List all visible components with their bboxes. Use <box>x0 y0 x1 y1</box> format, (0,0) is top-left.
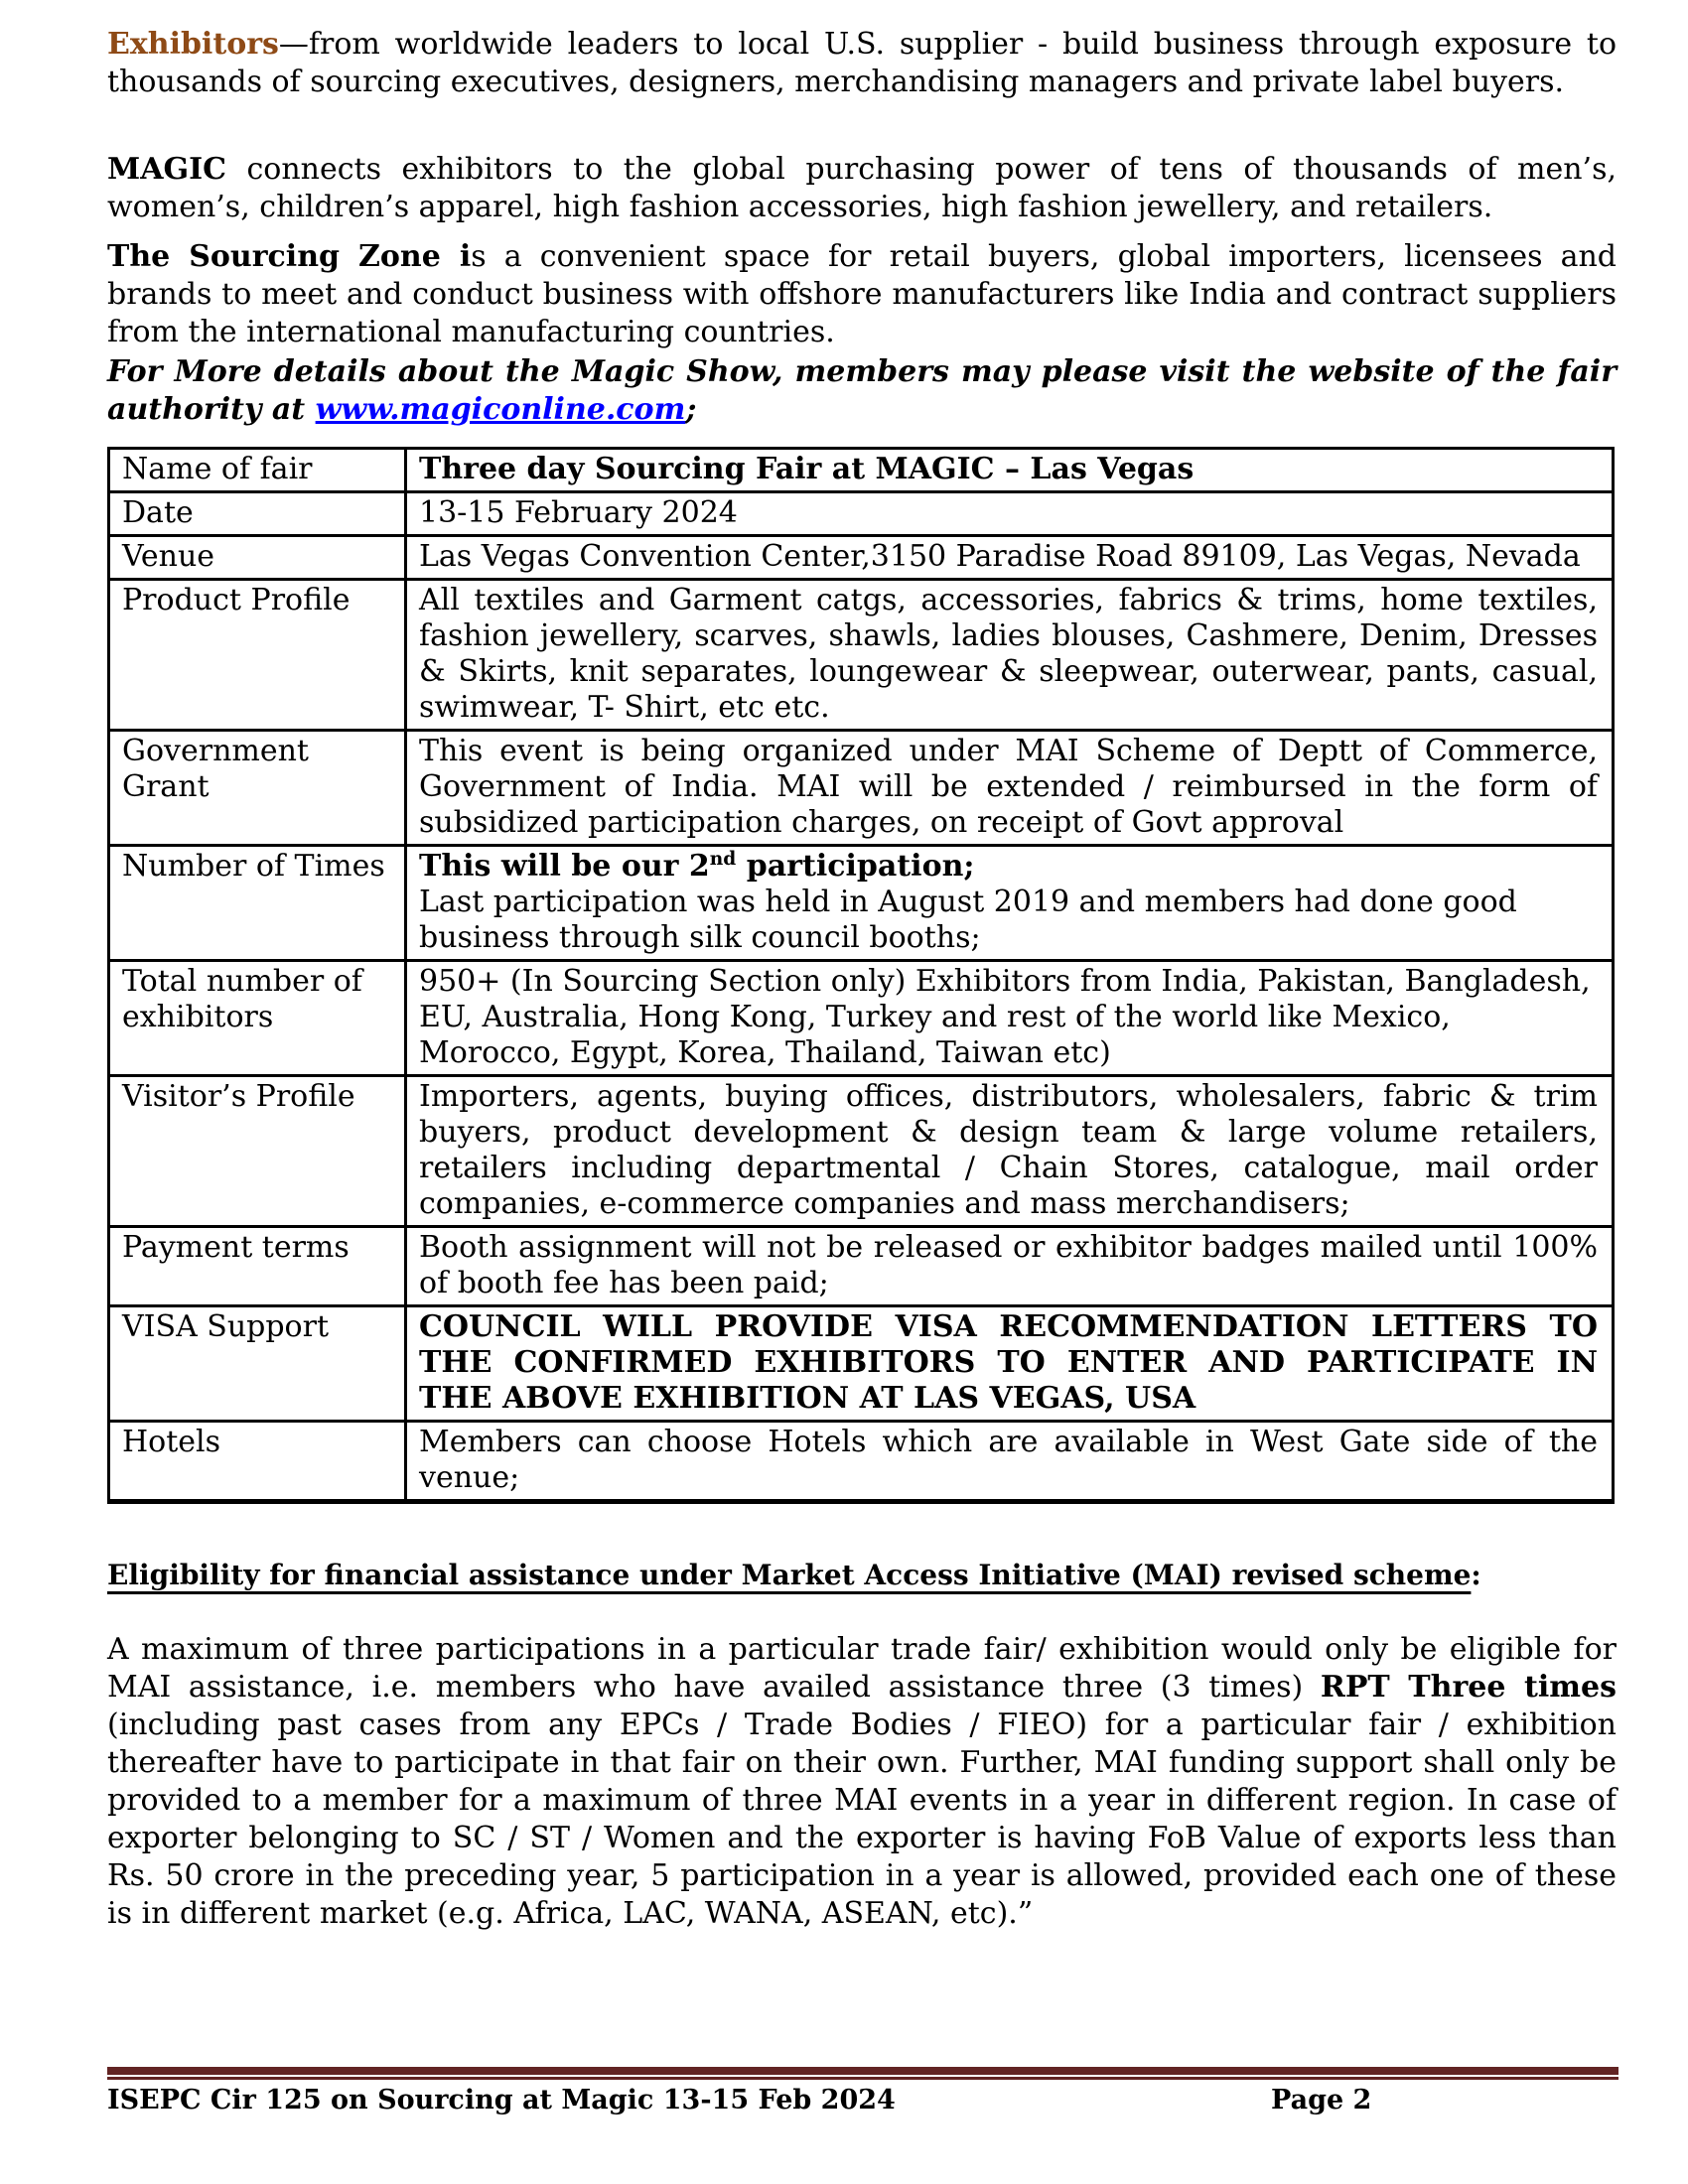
magic-body-text: connects exhibitors to the global purchasing power of tens of thousands of men’s, women’s, children’s apparel, high fashion accessories, high fashion jewellery, and retailers. <box>107 152 1617 224</box>
footer-rule-thin <box>107 2077 1618 2080</box>
table-row <box>109 449 1614 492</box>
row-label: Number of Times <box>109 846 406 961</box>
row-label: Government Grant <box>109 731 406 846</box>
more-details-text: For More details about the Magic Show, members may please visit the website of the fair authority at <box>107 354 1617 427</box>
footer-document-title: ISEPC Cir 125 on Sourcing at Magic 13-15 Feb 2024 <box>107 2085 896 2116</box>
fair-details-table <box>107 447 1615 1504</box>
row-value: COUNCIL WILL PROVIDE VISA RECOMMENDATION LETTERS TO THE CONFIRMED EXHIBITORS TO ENTER AND PARTICIPATE IN THE ABOVE EXHIBITION AT LAS VEGAS, USA <box>406 1306 1614 1422</box>
row-value: Las Vegas Convention Center,3150 Paradise Road 89109, Las Vegas, Nevada <box>406 536 1614 580</box>
table-row <box>109 580 1614 731</box>
row-value: Three day Sourcing Fair at MAGIC – Las Vegas <box>406 449 1614 492</box>
table-row <box>109 846 1614 961</box>
row-label: Hotels <box>109 1422 406 1502</box>
eligibility-heading-colon: : <box>1471 1559 1481 1591</box>
row-value: 950+ (In Sourcing Section only) Exhibitors from India, Pakistan, Bangladesh, EU, Australia, Hong Kong, Turkey and rest of the world like Mexico, Morocco, Egypt, Korea, Thailand, Taiwan etc) <box>406 961 1614 1076</box>
row-label: Payment terms <box>109 1227 406 1306</box>
intro-paragraph-sourcing-zone <box>107 238 1617 351</box>
row-label: Product Profile <box>109 580 406 731</box>
sourcing-zone-body-text: s a convenient space for retail buyers, global importers, licensees and brands to meet and conduct business with offshore manufacturers like India and contract suppliers from the international manufacturing countries. <box>107 239 1617 349</box>
fair-details-table-body <box>109 449 1614 1502</box>
row-label: Date <box>109 492 406 536</box>
eligibility-text-bold: RPT Three times <box>1320 1670 1617 1705</box>
intro-paragraph-exhibitors <box>107 26 1617 101</box>
more-details-suffix: ; <box>685 392 697 427</box>
row-label: Visitor’s Profile <box>109 1076 406 1227</box>
row-label: VISA Support <box>109 1306 406 1422</box>
intro-paragraph-more-details <box>107 353 1617 429</box>
eligibility-heading-text: Eligibility for financial assistance under Market Access Initiative (MAI) revised scheme <box>107 1559 1472 1591</box>
exhibitors-lead-text: Exhibitors <box>107 27 279 62</box>
footer-text-row <box>107 2085 1618 2116</box>
table-row <box>109 1306 1614 1422</box>
eligibility-text-post: (including past cases from any EPCs / Trade Bodies / FIEO) for a particular fair / exhibition thereafter have to participate in that fair on their own. Further, MAI funding support shall only be provided to a member for a maximum of three MAI events in a year in different region. In case of exporter belonging to SC / ST / Women and the exporter is having FoB Value of exports less than Rs. 50 crore in the preceding year, 5 participation in a year is allowed, provided each one of these is in different market (e.g. Africa, LAC, WANA, ASEAN, etc).” <box>107 1707 1617 1931</box>
row-label: Name of fair <box>109 449 406 492</box>
row-label: Venue <box>109 536 406 580</box>
footer-page-number: Page 2 <box>1271 2085 1372 2116</box>
exhibitors-body-text: —from worldwide leaders to local U.S. supplier - build business through exposure to thousands of sourcing executives, designers, merchandising managers and private label buyers. <box>107 27 1617 99</box>
row-label: Total number of exhibitors <box>109 961 406 1076</box>
eligibility-text-pre: A maximum of three participations in a particular trade fair/ exhibition would only be eligible for MAI assistance, i.e. members who have availed assistance three (3 times) <box>107 1632 1617 1705</box>
row-value: Members can choose Hotels which are available in West Gate side of the venue; <box>406 1422 1614 1502</box>
row-value: Booth assignment will not be released or exhibitor badges mailed until 100% of booth fee has been paid; <box>406 1227 1614 1306</box>
footer-rule-thick <box>107 2067 1618 2075</box>
page-footer <box>107 2067 1618 2116</box>
table-row <box>109 1227 1614 1306</box>
table-row <box>109 961 1614 1076</box>
eligibility-heading <box>107 1556 1617 1595</box>
table-row <box>109 492 1614 536</box>
row-value: Importers, agents, buying offices, distributors, wholesalers, fabric & trim buyers, product development & design team & large volume retailers, retailers including departmental / Chain Stores, catalogue, mail order companies, e-commerce companies and mass merchandisers; <box>406 1076 1614 1227</box>
row-value: This event is being organized under MAI Scheme of Deptt of Commerce, Government of India. MAI will be extended / reimbursed in the form of subsidized participation charges, on receipt of Govt approval <box>406 731 1614 846</box>
eligibility-paragraph <box>107 1631 1617 1933</box>
table-row <box>109 1076 1614 1227</box>
row-value: All textiles and Garment catgs, accessories, fabrics & trims, home textiles, fashion jewellery, scarves, shawls, ladies blouses, Cashmere, Denim, Dresses & Skirts, knit separates, loungewear & sleepwear, outerwear, pants, casual, swimwear, T- Shirt, etc etc. <box>406 580 1614 731</box>
row-value: 13-15 February 2024 <box>406 492 1614 536</box>
table-row <box>109 1422 1614 1502</box>
intro-paragraph-magic <box>107 151 1617 226</box>
table-row <box>109 536 1614 580</box>
magiconline-link[interactable]: www.magiconline.com <box>315 392 686 427</box>
magic-lead-text: MAGIC <box>107 152 227 187</box>
row-value: This will be our 2nd participation; Last participation was held in August 2019 and members had done good business through silk council booths; <box>406 846 1614 961</box>
sourcing-zone-lead-text: The Sourcing Zone i <box>107 239 472 274</box>
table-row <box>109 731 1614 846</box>
